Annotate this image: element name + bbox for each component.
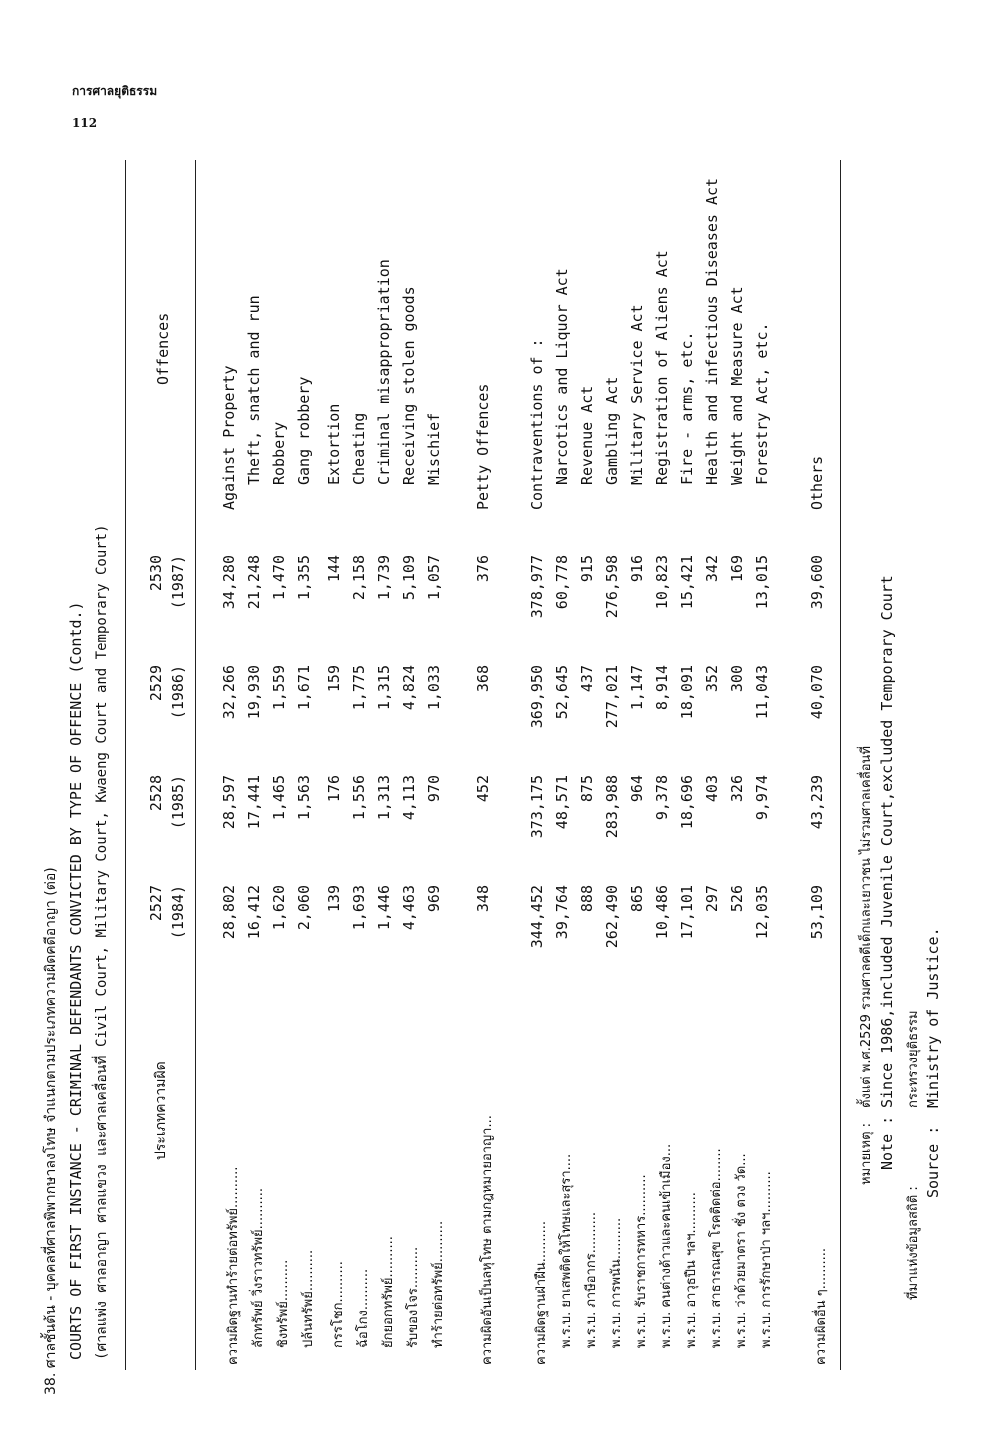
row-label-thai: ชิงทรัพย์.......... (276, 1259, 291, 1348)
cell-value: 276,598 (603, 555, 621, 619)
cell-value: 32,266 (220, 665, 238, 720)
cell-value: 139 (325, 885, 343, 913)
cell-value: 2,060 (295, 885, 313, 931)
cell-value: 888 (578, 885, 596, 913)
cell-value: 9,974 (753, 775, 771, 821)
cell-value: 342 (703, 555, 721, 583)
cell-value: 283,988 (603, 775, 621, 839)
section-header: การศาลยุติธรรม (72, 84, 158, 98)
year-ad: (1986) (169, 665, 187, 720)
column-header-english: Offences (154, 312, 172, 385)
row-label-english: Registration of Aliens Act (653, 250, 671, 485)
cell-value: 53,109 (808, 885, 826, 940)
cell-value: 1,057 (425, 555, 443, 601)
row-label-english: Theft, snatch and run (245, 295, 263, 485)
cell-value: 403 (703, 775, 721, 803)
row-label-thai: พ.ร.บ. คนต่างด้าวและคนเข้าเมือง... (659, 1143, 674, 1348)
cell-value: 2,158 (350, 555, 368, 601)
cell-value: 964 (628, 775, 646, 803)
cell-value: 369,950 (528, 665, 546, 729)
cell-value: 52,645 (553, 665, 571, 720)
cell-value: 48,571 (553, 775, 571, 830)
thai-source-label: ที่มาแห่งข้อมูลสถิติ : (906, 1186, 921, 1300)
row-label-thai: พ.ร.บ. รับราชการทหาร.......... (634, 1174, 649, 1348)
cell-value: 526 (728, 885, 746, 913)
cell-value: 17,441 (245, 775, 263, 830)
year-ad: (1984) (169, 885, 187, 940)
page-number: 112 (72, 116, 98, 130)
row-label-english: Narcotics and Liquor Act (553, 268, 571, 485)
table-title-thai: 38. ศาลชั้นต้น - บุคคลที่ศาลพิพากษาลงโทษ จำแนกตามประเภทความผิดคดีอาญา (ต่อ) (43, 867, 59, 1395)
cell-value: 28,802 (220, 885, 238, 940)
cell-value: 376 (474, 555, 492, 583)
cell-value: 865 (628, 885, 646, 913)
row-label-thai: ยักยอกทรัพย์.......... (381, 1236, 396, 1348)
row-label-thai: ความผิดฐานฝ่าฝืน.......... (534, 1220, 549, 1365)
year-be: 2527 (147, 885, 165, 922)
row-label-english: Others (808, 455, 826, 510)
cell-value: 159 (325, 665, 343, 693)
cell-value: 368 (474, 665, 492, 693)
table-subtitle: (ศาลแพ่ง ศาลอาญา ศาลแขวง และศาลเคลื่อนที่ Civil Court, Military Court, Kwaeng Court and Temporary Court) (94, 524, 110, 1360)
row-label-english: Gambling Act (603, 376, 621, 485)
cell-value: 11,043 (753, 665, 771, 720)
row-label-english: Health and infectious Diseases Act (703, 177, 721, 485)
cell-value: 1,315 (375, 665, 393, 711)
cell-value: 1,693 (350, 885, 368, 931)
cell-value: 28,597 (220, 775, 238, 830)
row-label-thai: พ.ร.บ. การพนัน.......... (609, 1217, 624, 1348)
cell-value: 19,930 (245, 665, 263, 720)
cell-value: 970 (425, 775, 443, 803)
cell-value: 43,239 (808, 775, 826, 830)
year-header-2530 (145, 555, 189, 645)
row-label-english: Military Service Act (628, 304, 646, 485)
cell-value: 18,696 (678, 775, 696, 830)
cell-value: 1,775 (350, 665, 368, 711)
cell-value: 4,824 (400, 665, 418, 711)
cell-value: 21,248 (245, 555, 263, 610)
cell-value: 39,600 (808, 555, 826, 610)
cell-value: 144 (325, 555, 343, 583)
cell-value: 1,739 (375, 555, 393, 601)
row-label-english: Mischief (425, 412, 443, 485)
row-label-english: Weight and Measure Act (728, 286, 746, 485)
cell-value: 40,070 (808, 665, 826, 720)
cell-value: 344,452 (528, 885, 546, 949)
cell-value: 348 (474, 885, 492, 913)
cell-value: 15,421 (678, 555, 696, 610)
year-header-2528 (145, 775, 189, 865)
year-be: 2530 (147, 555, 165, 592)
source-text: Ministry of Justice. (924, 927, 942, 1108)
row-label-thai: ความผิดอันเป็นลหุโทษ ตามกฎหมายอาญา... (480, 1115, 495, 1365)
source-label: Source : (924, 1125, 942, 1198)
cell-value: 1,446 (375, 885, 393, 931)
note-label: Note : (878, 1115, 896, 1170)
row-label-thai: พ.ร.บ. อาวุธปืน ฯลฯ.......... (684, 1192, 699, 1348)
row-label-thai: พ.ร.บ. ภาษีอากร.......... (584, 1211, 599, 1348)
cell-value: 373,175 (528, 775, 546, 839)
header-rule (195, 160, 196, 1370)
row-label-english: Revenue Act (578, 385, 596, 485)
row-label-thai: ความผิดฐานทำร้ายต่อทรัพย์.......... (226, 1166, 241, 1365)
row-label-thai: รับของโจร.......... (406, 1246, 421, 1348)
cell-value: 10,486 (653, 885, 671, 940)
cell-value: 262,490 (603, 885, 621, 949)
year-ad: (1985) (169, 775, 187, 830)
cell-value: 1,620 (270, 885, 288, 931)
row-label-english: Against Property (220, 365, 238, 510)
row-label-english: Extortion (325, 403, 343, 485)
year-be: 2528 (147, 775, 165, 812)
bottom-rule (840, 160, 841, 1370)
cell-value: 1,671 (295, 665, 313, 711)
table-title-english: COURTS OF FIRST INSTANCE - CRIMINAL DEFENDANTS CONVICTED BY TYPE OF OFFENCE (Contd.) (67, 601, 85, 1360)
year-header-2529 (145, 665, 189, 755)
thai-note-text: ตั้งแต่ พ.ศ.2529 รวมศาลคดีเด็กและเยาวชน ไม่รวมศาลเคลื่อนที่ (859, 746, 874, 1108)
row-label-english: Cheating (350, 412, 368, 485)
year-ad: (1987) (169, 555, 187, 610)
cell-value: 915 (578, 555, 596, 583)
cell-value: 1,470 (270, 555, 288, 601)
year-be: 2529 (147, 665, 165, 702)
cell-value: 169 (728, 555, 746, 583)
row-label-english: Contraventions of : (528, 338, 546, 510)
cell-value: 1,033 (425, 665, 443, 711)
cell-value: 437 (578, 665, 596, 693)
thai-note-label: หมายเหตุ : (859, 1122, 874, 1185)
cell-value: 1,556 (350, 775, 368, 821)
cell-value: 13,015 (753, 555, 771, 610)
rotated-table-page (40, 150, 940, 1400)
cell-value: 326 (728, 775, 746, 803)
row-label-english: Forestry Act, etc. (753, 322, 771, 485)
cell-value: 916 (628, 555, 646, 583)
cell-value: 1,563 (295, 775, 313, 821)
cell-value: 8,914 (653, 665, 671, 711)
cell-value: 9,378 (653, 775, 671, 821)
cell-value: 1,355 (295, 555, 313, 601)
cell-value: 39,764 (553, 885, 571, 940)
cell-value: 452 (474, 775, 492, 803)
cell-value: 16,412 (245, 885, 263, 940)
note-text: Since 1986,included Juvenile Court,excluded Temporary Court (878, 575, 896, 1108)
row-label-thai: พ.ร.บ. ยาเสพติดให้โทษและสุรา.... (559, 1153, 574, 1348)
cell-value: 297 (703, 885, 721, 913)
cell-value: 969 (425, 885, 443, 913)
row-label-english: Gang robbery (295, 376, 313, 485)
cell-value: 277,021 (603, 665, 621, 729)
row-label-english: Robbery (270, 421, 288, 485)
cell-value: 4,113 (400, 775, 418, 821)
row-label-thai: ทำร้ายต่อทรัพย์.......... (431, 1220, 446, 1348)
row-label-thai: ลักทรัพย์ วิ่งราวทรัพย์.......... (251, 1188, 266, 1348)
row-label-thai: ปล้นทรัพย์.......... (301, 1249, 316, 1348)
row-label-thai: ความผิดอื่น ๆ.......... (814, 1247, 829, 1365)
cell-value: 875 (578, 775, 596, 803)
cell-value: 10,823 (653, 555, 671, 610)
cell-value: 352 (703, 665, 721, 693)
row-label-thai: กรรโชก.......... (331, 1261, 346, 1348)
cell-value: 1,147 (628, 665, 646, 711)
year-header-2527 (145, 885, 189, 975)
cell-value: 300 (728, 665, 746, 693)
thai-source-text: กระทรวงยุติธรรม (906, 1010, 921, 1108)
row-label-english: Criminal misappropriation (375, 259, 393, 485)
cell-value: 5,109 (400, 555, 418, 601)
row-label-thai: ฉ้อโกง.......... (356, 1268, 371, 1348)
cell-value: 378,977 (528, 555, 546, 619)
cell-value: 60,778 (553, 555, 571, 610)
row-label-english: Fire - arms, etc. (678, 331, 696, 485)
cell-value: 12,035 (753, 885, 771, 940)
cell-value: 34,280 (220, 555, 238, 610)
row-label-thai: พ.ร.บ. ว่าด้วยมาตรา ชั่ง ตวง วัด... (734, 1153, 749, 1348)
cell-value: 17,101 (678, 885, 696, 940)
row-label-english: Petty Offences (474, 383, 492, 510)
cell-value: 1,465 (270, 775, 288, 821)
cell-value: 4,463 (400, 885, 418, 931)
row-label-english: Receiving stolen goods (400, 286, 418, 485)
cell-value: 1,559 (270, 665, 288, 711)
cell-value: 18,091 (678, 665, 696, 720)
top-rule (125, 160, 126, 1370)
column-header-thai: ประเภทความผิด (153, 1061, 169, 1160)
cell-value: 1,313 (375, 775, 393, 821)
cell-value: 176 (325, 775, 343, 803)
row-label-thai: พ.ร.บ. สาธารณสุข โรคติดต่อ........ (709, 1148, 724, 1348)
row-label-thai: พ.ร.บ. การรักษาป่า ฯลฯ.......... (759, 1171, 774, 1348)
